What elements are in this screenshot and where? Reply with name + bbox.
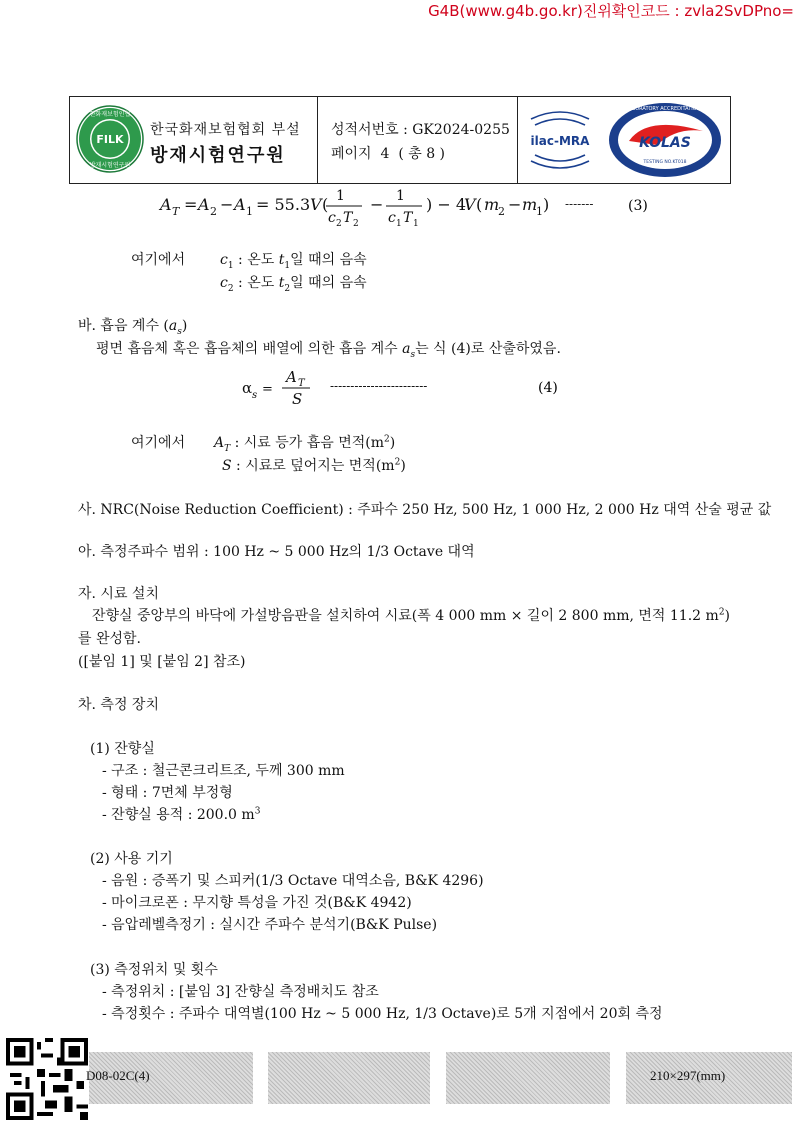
org-cell: [70, 97, 318, 183]
group-1-item: - 형태 : 7면체 부정형: [102, 785, 233, 801]
verification-code: G4B(www.g4b.go.kr)진위확인코드 : zvla2SvDPno=: [428, 2, 794, 20]
paper-size: 210×297(mm): [650, 1068, 726, 1083]
section-cha-heading: 차. 측정 장치: [78, 697, 159, 713]
where-c2-line: $c_2$ : 온도 $t_2$일 때의 음속: [220, 275, 367, 294]
svg-text:1: 1: [396, 188, 405, 204]
section-ja-line3: ([붙임 1] 및 [붙임 2] 참조): [78, 654, 246, 670]
group-2-title: (2) 사용 기기: [90, 851, 173, 867]
accreditation-cell: [517, 97, 730, 183]
svg-text:V: V: [464, 195, 476, 214]
svg-text:c: c: [328, 210, 336, 226]
c2-desc: 온도: [247, 275, 275, 291]
svg-text:1: 1: [246, 205, 253, 218]
group-3-title: (3) 측정위치 및 횟수: [90, 962, 218, 978]
report-number-label: 성적서번호 :: [331, 122, 408, 138]
section-ja-heading: 자. 시료 설치: [78, 586, 159, 602]
filk-ring-top: 한화재보험인협: [89, 111, 131, 118]
section-a: 아. 측정주파수 범위 : 100 Hz ~ 5 000 Hz의 1/3 Octave 대역: [78, 544, 475, 560]
svg-text:A: A: [286, 368, 297, 386]
svg-text:−: −: [508, 195, 522, 214]
org-name: 방재시험연구원: [150, 145, 286, 166]
svg-text:α: α: [242, 379, 253, 397]
where-label-2: 여기에서: [131, 435, 186, 451]
group-2-item: - 마이크로폰 : 무지향 특성을 가진 것(B&K 4942): [102, 895, 412, 911]
filk-logo-text: FILK: [96, 133, 124, 146]
svg-text:(: (: [322, 195, 329, 214]
svg-text:−: −: [370, 195, 384, 214]
group-1-title: (1) 잔향실: [90, 741, 155, 757]
ilac-text: ilac-MRA: [530, 134, 590, 148]
svg-text:T: T: [403, 210, 413, 226]
page-line: [331, 143, 445, 163]
svg-text:T: T: [298, 378, 305, 389]
svg-text:2: 2: [210, 205, 217, 218]
filk-ring-bottom: 방재시험연구원: [89, 162, 131, 169]
svg-text:−: −: [220, 195, 234, 214]
group-1-item-volume: - 잔향실 용적 : 200.0 $m^3$: [102, 806, 261, 823]
kolas-ring-text: KOREA LABORATORY ACCREDITATION SCHEME: [607, 106, 723, 112]
where-label-1: 여기에서: [131, 252, 186, 268]
where-c1-line: $c_1$ : 온도 $t_1$일 때의 음속: [220, 252, 367, 271]
svg-text:) − 4: ) − 4: [426, 195, 466, 214]
group-2-item: - 음원 : 증폭기 및 스피커(1/3 Octave 대역소음, B&K 4296): [102, 873, 484, 889]
svg-text:2: 2: [498, 205, 505, 218]
svg-text:): ): [543, 195, 550, 214]
report-number: GK2024-0255: [412, 122, 510, 138]
svg-text:1: 1: [413, 219, 419, 228]
section-ja-line1: 잔향실 중앙부의 바닥에 가설방음판을 설치하여 시료(폭 4 000 mm × 길이 2 800 mm, 면적 11.2 $m^2$): [92, 607, 731, 624]
svg-text:T: T: [172, 205, 180, 218]
formula-4-dashes: ------------------------: [330, 379, 428, 393]
kolas-testing-no: TESTING NO.KT018: [643, 160, 687, 165]
page-number: 4: [380, 146, 390, 162]
footer-pattern-3: [446, 1052, 610, 1104]
svg-text:= 55.3: = 55.3: [256, 195, 311, 214]
svg-text:A: A: [234, 195, 246, 214]
report-info-cell: [317, 97, 518, 183]
svg-text:A: A: [198, 195, 210, 214]
svg-text:S: S: [292, 390, 303, 408]
group-1-item: - 구조 : 철근콘크리트조, 두께 300 mm: [102, 763, 345, 779]
section-ja-line2: 를 완성함.: [78, 631, 141, 647]
section-ba-heading: 바. 흡음 계수 $(a_s)$: [78, 318, 188, 337]
ilac-mra-logo: [523, 103, 597, 177]
formula-4: [238, 366, 568, 408]
section-ba-body: 평면 흡음체 혹은 흡음체의 배열에 의한 흡음 계수 $a_s$는 식 (4)로 산출하였음.: [96, 341, 561, 360]
report-header: [69, 96, 731, 184]
svg-text:m: m: [484, 195, 500, 214]
svg-text:=: =: [184, 195, 198, 214]
svg-text:(: (: [476, 195, 483, 214]
where-at-line: $A_T$ : 시료 등가 흡음 면적$(m^2)$: [214, 434, 396, 454]
group-2-item: - 음압레벨측정기 : 실시간 주파수 분석기(B&K Pulse): [102, 917, 438, 933]
svg-text:2: 2: [353, 219, 359, 228]
c1-desc: 온도: [247, 252, 275, 268]
footer-pattern-2: [268, 1052, 430, 1104]
svg-text:2: 2: [336, 219, 342, 228]
form-code: D08-02C(4): [86, 1068, 150, 1083]
svg-text:A: A: [160, 195, 172, 214]
svg-text:c: c: [388, 210, 396, 226]
svg-text:-------: -------: [565, 197, 594, 211]
svg-text:1: 1: [336, 188, 345, 204]
qr-code: [6, 1038, 88, 1120]
formula-3-tag: (3): [628, 198, 648, 214]
kolas-text: KOLAS: [639, 135, 691, 151]
svg-text:=: =: [262, 382, 273, 397]
section-sa: 사. NRC(Noise Reduction Coefficient) : 주파수 250 Hz, 500 Hz, 1 000 Hz, 2 000 Hz 대역 산술 평균 값: [78, 502, 772, 518]
report-number-line: [331, 119, 510, 139]
group-3-item: - 측정횟수 : 주파수 대역별(100 Hz ~ 5 000 Hz, 1/3 Octave)로 5개 지점에서 20회 측정: [102, 1006, 663, 1022]
svg-text:V: V: [310, 195, 322, 214]
c2-tail: 일 때의 음속: [290, 275, 367, 291]
svg-text:1: 1: [536, 205, 543, 218]
page-total: ( 총 8 ): [398, 146, 446, 162]
page-label: 페이지: [331, 146, 372, 162]
group-3-item: - 측정위치 : [붙임 3] 잔향실 측정배치도 참조: [102, 984, 379, 1000]
formula-3: [150, 188, 710, 228]
svg-text:m: m: [522, 195, 538, 214]
where-s-line: S : 시료로 덮어지는 면적$(m^2)$: [222, 457, 406, 474]
filk-logo: [76, 105, 144, 173]
kolas-logo: [607, 101, 723, 179]
svg-text:T: T: [343, 210, 353, 226]
c1-tail: 일 때의 음속: [290, 252, 367, 268]
svg-text:1: 1: [396, 219, 402, 228]
svg-text:s: s: [252, 390, 258, 401]
formula-4-tag: (4): [538, 380, 558, 396]
org-subtitle: 한국화재보험협회 부설: [150, 122, 301, 138]
